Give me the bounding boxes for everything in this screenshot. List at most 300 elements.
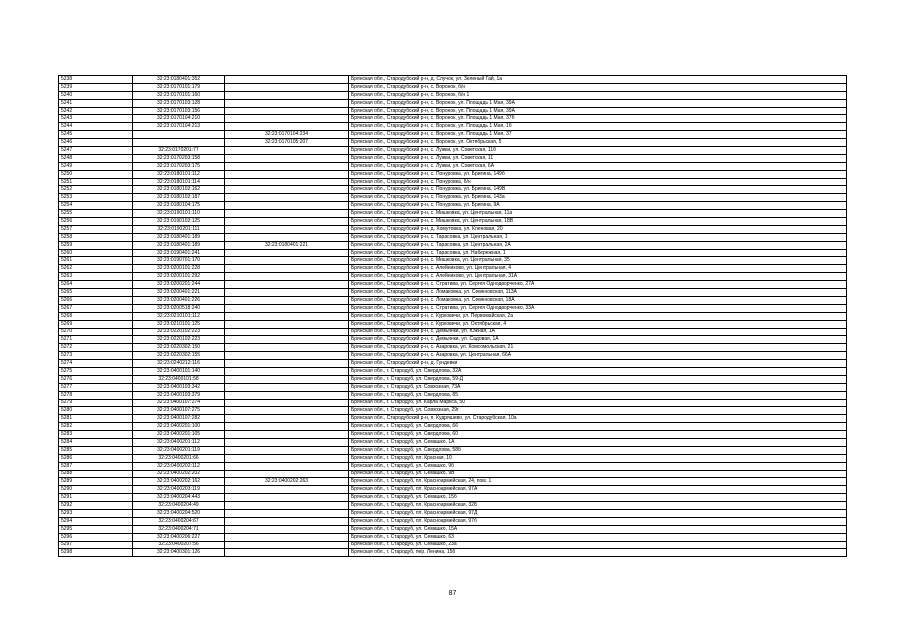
secondary-cadastral-number-cell (225, 431, 349, 439)
secondary-cadastral-number-cell (225, 502, 349, 510)
address-cell: Брянская обл., Стародубский р-н, с. Стратива, ул. Сергея Однодворченко, 27А (349, 281, 847, 289)
table-row (59, 139, 847, 147)
table-row (59, 494, 847, 502)
table-row (59, 478, 847, 486)
row-number-cell: 5245 (59, 131, 133, 139)
address-cell: Брянская обл., Стародубский р-н, с. Тарасовка, ул. Центральная, 2А (349, 241, 847, 249)
secondary-cadastral-number-cell (225, 336, 349, 344)
row-number-cell: 5260 (59, 249, 133, 257)
cadastral-number-cell: 32:23:0400201:112 (133, 438, 225, 446)
table-row (59, 360, 847, 368)
secondary-cadastral-number-cell: 32:23:0170104:234 (225, 131, 349, 139)
address-cell: Брянская обл., Стародубский р-н, с. Демьянки, ул. Садовая, 1А (349, 336, 847, 344)
secondary-cadastral-number-cell (225, 352, 349, 360)
cadastral-number-cell: 32:23:0190102:125 (133, 218, 225, 226)
page-number: 87 (448, 590, 457, 597)
cadastral-number-cell: 32:23:0180401:189 (133, 233, 225, 241)
secondary-cadastral-number-cell (225, 320, 349, 328)
address-cell: Брянская обл., г. Стародуб, ул. Свердлова, 58б (349, 446, 847, 454)
table-row (59, 91, 847, 99)
cadastral-number-cell: 32:23:0400203:119 (133, 486, 225, 494)
secondary-cadastral-number-cell (225, 533, 349, 541)
row-number-cell: 5243 (59, 115, 133, 123)
table-row (59, 320, 847, 328)
table-row (59, 446, 847, 454)
cadastral-number-cell: 32:23:0200518:240 (133, 304, 225, 312)
table-row (59, 454, 847, 462)
row-number-cell: 5279 (59, 399, 133, 407)
secondary-cadastral-number-cell (225, 328, 349, 336)
table-row (59, 383, 847, 391)
table-row (59, 336, 847, 344)
row-number-cell: 5252 (59, 186, 133, 194)
cadastral-number-cell: 32:23:0170201:77 (133, 147, 225, 155)
table-row (59, 407, 847, 415)
address-cell: Брянская обл., г. Стародуб, пл. Красноармейская, 24, пом. 1 (349, 478, 847, 486)
row-number-cell: 5288 (59, 470, 133, 478)
cadastral-number-cell: 32:23:0400107:282 (133, 415, 225, 423)
table-row (59, 265, 847, 273)
table-row (59, 76, 847, 84)
address-cell: Брянская обл., г. Стародуб, ул. Свердлова, 60 (349, 431, 847, 439)
address-cell: Брянская обл., г. Стародуб, ул. Семашко, 23а (349, 541, 847, 549)
address-cell: Брянская обл., г. Стародуб, ул. Семашко, 1А (349, 438, 847, 446)
table-row (59, 202, 847, 210)
address-cell: Брянская обл., г. Стародуб, ул. Семашко, 63 (349, 533, 847, 541)
cadastral-number-cell: 32:23:0400301:126 (133, 549, 225, 557)
address-cell: Брянская обл., г. Стародуб, пл. Красноармейская, 97Д (349, 509, 847, 517)
secondary-cadastral-number-cell (225, 399, 349, 407)
table-row (59, 509, 847, 517)
address-cell: Брянская обл., Стародубский р-н, с. Курковичи, ул. Октябрьская, 4 (349, 320, 847, 328)
table-row (59, 186, 847, 194)
address-cell: Брянская обл., г. Стародуб, пер. Ленина, 15б (349, 549, 847, 557)
address-cell: Брянская обл., Стародубский р-н, с. Понуровка, б/н (349, 178, 847, 186)
row-number-cell: 5274 (59, 360, 133, 368)
cadastral-number-cell: 32:23:0200201:244 (133, 281, 225, 289)
table-row (59, 115, 847, 123)
cadastral-number-cell: 32:23:0400201:100 (133, 423, 225, 431)
secondary-cadastral-number-cell (225, 312, 349, 320)
cadastral-number-cell: 32:23:0180401:189 (133, 241, 225, 249)
cadastral-number-cell: 32:23:0180101:114 (133, 178, 225, 186)
table-row (59, 486, 847, 494)
address-cell: Брянская обл., г. Стародуб, ул. Совхозная, 29г (349, 407, 847, 415)
cadastral-number-cell: 32:23:0180104:175 (133, 202, 225, 210)
cadastral-number-cell: 32:23:0400204:67 (133, 517, 225, 525)
secondary-cadastral-number-cell (225, 194, 349, 202)
cadastral-number-cell: 32:23:0200401:226 (133, 296, 225, 304)
row-number-cell: 5271 (59, 336, 133, 344)
table-row (59, 83, 847, 91)
cadastral-number-cell: 32:23:0170104:213 (133, 123, 225, 131)
cadastral-number-cell: 32:23:0400107:275 (133, 407, 225, 415)
secondary-cadastral-number-cell: 32:23:0180401:221 (225, 241, 349, 249)
secondary-cadastral-number-cell (225, 233, 349, 241)
secondary-cadastral-number-cell (225, 265, 349, 273)
table-row (59, 549, 847, 557)
row-number-cell: 5270 (59, 328, 133, 336)
address-cell: Брянская обл., Стародубский р-н, с. Воронок, ул. Площадь 1 Мая, 37б (349, 115, 847, 123)
row-number-cell: 5242 (59, 107, 133, 115)
table-row (59, 273, 847, 281)
address-cell: Брянская обл., Стародубский р-н, с. Мишковка, ул. Центральная, 35 (349, 257, 847, 265)
secondary-cadastral-number-cell (225, 486, 349, 494)
row-number-cell: 5286 (59, 454, 133, 462)
table-row (59, 296, 847, 304)
address-cell: Брянская обл., Стародубский р-н, с. Воронок, б/н 1 (349, 91, 847, 99)
row-number-cell: 5287 (59, 462, 133, 470)
row-number-cell: 5291 (59, 494, 133, 502)
address-cell: Брянская обл., г. Стародуб, пл. Красноармейская, 328 (349, 502, 847, 510)
row-number-cell: 5241 (59, 99, 133, 107)
row-number-cell: 5239 (59, 83, 133, 91)
cadastral-number-cell: 32:23:0400201:105 (133, 431, 225, 439)
secondary-cadastral-number-cell (225, 541, 349, 549)
row-number-cell: 5296 (59, 533, 133, 541)
address-cell: Брянская обл., Стародубский р-н, с. Лужки, ул. Советская, 11б (349, 147, 847, 155)
secondary-cadastral-number-cell (225, 391, 349, 399)
table-row (59, 502, 847, 510)
secondary-cadastral-number-cell (225, 296, 349, 304)
row-number-cell: 5284 (59, 438, 133, 446)
secondary-cadastral-number-cell (225, 249, 349, 257)
secondary-cadastral-number-cell (225, 549, 349, 557)
table-row (59, 210, 847, 218)
cadastral-number-cell: 32:23:0220102:223 (133, 336, 225, 344)
row-number-cell: 5246 (59, 139, 133, 147)
table-row (59, 352, 847, 360)
address-cell: Брянская обл., Стародубский р-н, с. Тарасовка, ул. Центральная, 1 (349, 233, 847, 241)
table-row (59, 391, 847, 399)
cadastral-number-cell: 32:23:0400101:58 (133, 375, 225, 383)
secondary-cadastral-number-cell (225, 344, 349, 352)
secondary-cadastral-number-cell (225, 423, 349, 431)
cadastral-number-cell: 32:23:0180102:187 (133, 194, 225, 202)
row-number-cell: 5251 (59, 178, 133, 186)
cadastral-number-cell: 32:23:0170101:179 (133, 83, 225, 91)
row-number-cell: 5249 (59, 162, 133, 170)
secondary-cadastral-number-cell: 32:23:0400202:263 (225, 478, 349, 486)
table-row (59, 344, 847, 352)
table-row (59, 170, 847, 178)
row-number-cell: 5268 (59, 312, 133, 320)
address-cell: Брянская обл., Стародубский р-н, с. Курковичи, ул. Первомайская, 2а (349, 312, 847, 320)
row-number-cell: 5255 (59, 210, 133, 218)
secondary-cadastral-number-cell (225, 517, 349, 525)
secondary-cadastral-number-cell (225, 304, 349, 312)
address-cell: Брянская обл., г. Стародуб, ул. Семашко, 9В (349, 470, 847, 478)
table-row (59, 99, 847, 107)
table-row (59, 178, 847, 186)
secondary-cadastral-number-cell (225, 107, 349, 115)
address-cell: Брянская обл., г. Стародуб, ул. Совхозная, 73А (349, 383, 847, 391)
table-row (59, 328, 847, 336)
table-row (59, 462, 847, 470)
secondary-cadastral-number-cell (225, 257, 349, 265)
cadastral-number-cell: 32:23:0200101:292 (133, 273, 225, 281)
row-number-cell: 5240 (59, 91, 133, 99)
secondary-cadastral-number-cell (225, 115, 349, 123)
table-row (59, 304, 847, 312)
cadastral-number-cell: 32:23:0170203:175 (133, 162, 225, 170)
address-cell: Брянская обл., Стародубский р-н, с. Понуровка, ул. Бригина, 9А (349, 202, 847, 210)
secondary-cadastral-number-cell (225, 76, 349, 84)
registry-table-container (58, 75, 846, 557)
table-row (59, 312, 847, 320)
address-cell: Брянская обл., Стародубский р-н, д. Случок, ул. Зеленый Гай, 1а (349, 76, 847, 84)
address-cell: Брянская обл., г. Стародуб, ул. Семашко, 9б (349, 462, 847, 470)
cadastral-number-cell: 32:23:0400204:49 (133, 502, 225, 510)
row-number-cell: 5262 (59, 265, 133, 273)
cadastral-number-cell: 32:23:0400201:66 (133, 454, 225, 462)
table-row (59, 257, 847, 265)
row-number-cell: 5280 (59, 407, 133, 415)
row-number-cell: 5256 (59, 218, 133, 226)
table-row (59, 281, 847, 289)
cadastral-number-cell: 32:23:0400204:443 (133, 494, 225, 502)
secondary-cadastral-number-cell (225, 186, 349, 194)
address-cell: Брянская обл., г. Стародуб, ул. Семашко, 15б (349, 494, 847, 502)
row-number-cell: 5266 (59, 296, 133, 304)
row-number-cell: 5281 (59, 415, 133, 423)
secondary-cadastral-number-cell (225, 83, 349, 91)
cadastral-number-cell: 32:23:0400206:227 (133, 533, 225, 541)
row-number-cell: 5272 (59, 344, 133, 352)
row-number-cell: 5294 (59, 517, 133, 525)
cadastral-number-cell: 32:23:0190201:111 (133, 225, 225, 233)
table-row (59, 147, 847, 155)
cadastral-number-cell: 32:23:0180101:112 (133, 170, 225, 178)
secondary-cadastral-number-cell (225, 360, 349, 368)
secondary-cadastral-number-cell (225, 202, 349, 210)
cadastral-number-cell: 32:23:0400202:202 (133, 470, 225, 478)
secondary-cadastral-number-cell (225, 281, 349, 289)
row-number-cell: 5282 (59, 423, 133, 431)
address-cell: Брянская обл., г. Стародуб, ул. Карла Маркса, 50 (349, 399, 847, 407)
secondary-cadastral-number-cell (225, 407, 349, 415)
cadastral-number-cell: 32:23:0220302:150 (133, 344, 225, 352)
secondary-cadastral-number-cell (225, 170, 349, 178)
secondary-cadastral-number-cell (225, 415, 349, 423)
row-number-cell: 5247 (59, 147, 133, 155)
table-row (59, 431, 847, 439)
address-cell: Брянская обл., Стародубский р-н, с. Воронок, ул. Площадь 1 Мая, 39А (349, 99, 847, 107)
secondary-cadastral-number-cell (225, 154, 349, 162)
table-row (59, 470, 847, 478)
row-number-cell: 5289 (59, 478, 133, 486)
cadastral-number-cell (133, 139, 225, 147)
secondary-cadastral-number-cell (225, 91, 349, 99)
cadastral-number-cell: 32:23:0170101:160 (133, 91, 225, 99)
address-cell: Брянская обл., г. Стародуб, ул. Свердлова, 32А (349, 367, 847, 375)
secondary-cadastral-number-cell (225, 462, 349, 470)
secondary-cadastral-number-cell (225, 178, 349, 186)
cadastral-number-cell: 32:23:0170103:128 (133, 99, 225, 107)
row-number-cell: 5283 (59, 431, 133, 439)
cadastral-number-cell: 32:23:0400201:119 (133, 446, 225, 454)
table-row (59, 162, 847, 170)
address-cell: Брянская обл., г. Стародуб, ул. Свердлова, 59-Д (349, 375, 847, 383)
cadastral-number-cell: 32:23:0170203:158 (133, 154, 225, 162)
address-cell: Брянская обл., Стародубский р-н, с. Воронок, ул. Площадь 1 Мая, 37 (349, 131, 847, 139)
registry-table-body (59, 76, 847, 557)
cadastral-number-cell: 32:23:0400103:379 (133, 391, 225, 399)
cadastral-number-cell: 32:23:0190401:241 (133, 249, 225, 257)
secondary-cadastral-number-cell (225, 123, 349, 131)
row-number-cell: 5257 (59, 225, 133, 233)
row-number-cell: 5265 (59, 289, 133, 297)
cadastral-number-cell: 32:23:0200101:228 (133, 265, 225, 273)
cadastral-number-cell (133, 131, 225, 139)
table-row (59, 525, 847, 533)
address-cell: Брянская обл., Стародубский р-н, с. Ломаковка, ул. Семеновская, 113А (349, 289, 847, 297)
secondary-cadastral-number-cell (225, 375, 349, 383)
table-row (59, 233, 847, 241)
address-cell: Брянская обл., Стародубский р-н, с. Понуровка, ул. Бригина, 149б (349, 170, 847, 178)
secondary-cadastral-number-cell (225, 509, 349, 517)
secondary-cadastral-number-cell (225, 218, 349, 226)
secondary-cadastral-number-cell (225, 210, 349, 218)
secondary-cadastral-number-cell (225, 525, 349, 533)
row-number-cell: 5267 (59, 304, 133, 312)
address-cell: Брянская обл., Стародубский р-н, с. Понуровка, ул. Бригина, 143а (349, 194, 847, 202)
cadastral-number-cell: 32:23:0400204:520 (133, 509, 225, 517)
secondary-cadastral-number-cell (225, 446, 349, 454)
table-row (59, 399, 847, 407)
address-cell: Брянская обл., г. Стародуб, пл. Красноармейская, 97б (349, 517, 847, 525)
table-row (59, 154, 847, 162)
secondary-cadastral-number-cell (225, 147, 349, 155)
address-cell: Брянская обл., Стародубский р-н, с. Алейниково, ул. Центральная, 31А (349, 273, 847, 281)
address-cell: Брянская обл., Стародубский р-н, с. Стратива, ул. Сергея Однодворченко, 33А (349, 304, 847, 312)
cadastral-number-cell: 32:23:0220102:223 (133, 328, 225, 336)
address-cell: Брянская обл., Стародубский р-н, с. Воронок, ул. Площадь 1 Мая, 39А (349, 107, 847, 115)
row-number-cell: 5273 (59, 352, 133, 360)
address-cell: Брянская обл., Стародубский р-н, д. Гундевки (349, 360, 847, 368)
address-cell: Брянская обл., Стародубский р-н, с. Тарасовка, ул. Набережная, 1 (349, 249, 847, 257)
table-row (59, 289, 847, 297)
table-row (59, 123, 847, 131)
row-number-cell: 5293 (59, 509, 133, 517)
table-row (59, 541, 847, 549)
table-row (59, 367, 847, 375)
secondary-cadastral-number-cell (225, 289, 349, 297)
cadastral-number-cell: 32:23:0190701:170 (133, 257, 225, 265)
cadastral-number-cell: 32:23:0400202:112 (133, 462, 225, 470)
table-row (59, 415, 847, 423)
table-row (59, 241, 847, 249)
cadastral-number-cell: 32:23:0210101:112 (133, 312, 225, 320)
table-row (59, 249, 847, 257)
address-cell: Брянская обл., Стародубский р-н, с. Воронок, ул. Октябрьская, 5 (349, 139, 847, 147)
secondary-cadastral-number-cell (225, 470, 349, 478)
secondary-cadastral-number-cell (225, 438, 349, 446)
address-cell: Брянская обл., г. Стародуб, пл. Красная, 10 (349, 454, 847, 462)
row-number-cell: 5275 (59, 367, 133, 375)
secondary-cadastral-number-cell: 32:23:0170105:207 (225, 139, 349, 147)
row-number-cell: 5253 (59, 194, 133, 202)
table-row (59, 533, 847, 541)
row-number-cell: 5285 (59, 446, 133, 454)
row-number-cell: 5269 (59, 320, 133, 328)
row-number-cell: 5248 (59, 154, 133, 162)
table-row (59, 375, 847, 383)
cadastral-number-cell: 32:23:0170103:156 (133, 107, 225, 115)
address-cell: Брянская обл., Стародубский р-н, с. Демьянки, ул. Южная, 1А (349, 328, 847, 336)
address-cell: Брянская обл., Стародубский р-н, с. Мишковка, ул. Центральная, 18В (349, 218, 847, 226)
cadastral-number-cell: 32:23:0400101:140 (133, 367, 225, 375)
address-cell: Брянская обл., Стародубский р-н, с. Ломаковка, ул. Семеновская, 18А (349, 296, 847, 304)
cadastral-number-cell: 32:23:0200401:221 (133, 289, 225, 297)
secondary-cadastral-number-cell (225, 383, 349, 391)
cadastral-number-cell: 32:23:0180102:162 (133, 186, 225, 194)
row-number-cell: 5290 (59, 486, 133, 494)
address-cell: Брянская обл., г. Стародуб, ул. Семашко, 15А (349, 525, 847, 533)
row-number-cell: 5250 (59, 170, 133, 178)
address-cell: Брянская обл., Стародубский р-н, с. Понуровка, ул. Бригина, 149В (349, 186, 847, 194)
address-cell: Брянская обл., Стародубский р-н, д. Хомутовка, ул. Кленовая, 20 (349, 225, 847, 233)
row-number-cell: 5298 (59, 549, 133, 557)
cadastral-number-cell: 32:23:0170104:210 (133, 115, 225, 123)
cadastral-number-cell: 32:23:0400204:71 (133, 525, 225, 533)
table-row (59, 517, 847, 525)
row-number-cell: 5261 (59, 257, 133, 265)
secondary-cadastral-number-cell (225, 162, 349, 170)
secondary-cadastral-number-cell (225, 99, 349, 107)
cadastral-number-cell: 32:23:0210101:125 (133, 320, 225, 328)
secondary-cadastral-number-cell (225, 367, 349, 375)
row-number-cell: 5277 (59, 383, 133, 391)
row-number-cell: 5259 (59, 241, 133, 249)
row-number-cell: 5254 (59, 202, 133, 210)
row-number-cell: 5244 (59, 123, 133, 131)
address-cell: Брянская обл., Стародубский р-н, с. Воронок, ул. Площадь 1 Мая, 1б (349, 123, 847, 131)
registry-table (58, 75, 847, 557)
table-row (59, 438, 847, 446)
address-cell: Брянская обл., г. Стародуб, пл. Красноармейская, 97А (349, 486, 847, 494)
address-cell: Брянская обл., г. Стародуб, ул. Свердлова, 85 (349, 391, 847, 399)
address-cell: Брянская обл., Стародубский р-н, с. Лужки, ул. Советская, 6А (349, 162, 847, 170)
secondary-cadastral-number-cell (225, 273, 349, 281)
address-cell: Брянская обл., Стародубский р-н, с. Воронок, б/н (349, 83, 847, 91)
address-cell: Брянская обл., Стародубский р-н, с. Азаровка, ул. Комсомольская, 21 (349, 344, 847, 352)
row-number-cell: 5276 (59, 375, 133, 383)
cadastral-number-cell: 32:23:0400103:342 (133, 383, 225, 391)
address-cell: Брянская обл., г. Стародуб, ул. Свердлова, 66 (349, 423, 847, 431)
table-row (59, 131, 847, 139)
table-row (59, 218, 847, 226)
cadastral-number-cell: 32:23:0400107:274 (133, 399, 225, 407)
row-number-cell: 5264 (59, 281, 133, 289)
row-number-cell: 5263 (59, 273, 133, 281)
table-row (59, 423, 847, 431)
address-cell: Брянская обл., Стародубский р-н, с. Азаровка, ул. Центральная, 66А (349, 352, 847, 360)
table-row (59, 225, 847, 233)
address-cell: Брянская обл., Стародубский р-н, с. Алейниково, ул. Центральная, 4 (349, 265, 847, 273)
cadastral-number-cell: 32:23:0220302:155 (133, 352, 225, 360)
secondary-cadastral-number-cell (225, 454, 349, 462)
cadastral-number-cell: 32:23:0400207:56 (133, 541, 225, 549)
row-number-cell: 5297 (59, 541, 133, 549)
row-number-cell: 5295 (59, 525, 133, 533)
row-number-cell: 5292 (59, 502, 133, 510)
cadastral-number-cell: 32:23:0190101:110 (133, 210, 225, 218)
address-cell: Брянская обл., Стародубский р-н, п. Кудряшево, ул. Стародубская, 10а (349, 415, 847, 423)
cadastral-number-cell: 32:23:0400202:162 (133, 478, 225, 486)
cadastral-number-cell: 32:23:0240212:116 (133, 360, 225, 368)
secondary-cadastral-number-cell (225, 225, 349, 233)
